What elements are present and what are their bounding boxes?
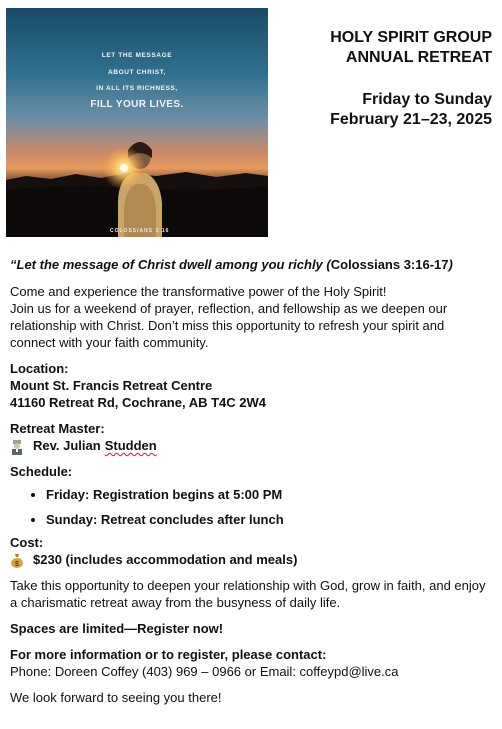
money-bag-icon	[10, 553, 26, 567]
schedule-list	[10, 486, 490, 528]
location-venue: Mount St. Francis Retreat Centre	[10, 378, 213, 393]
event-dates-line-2: February 21–23, 2025	[330, 111, 492, 128]
verse-reference: COLOSSIANS 3:16	[110, 228, 170, 234]
verse-line-3: IN ALL ITS RICHNESS,	[96, 85, 178, 92]
schedule-heading: Schedule:	[10, 464, 73, 479]
intro-line-1: Come and experience the transformative power of the Holy Spirit!	[10, 284, 387, 299]
quote-reference: Colossians 3:16-17	[330, 257, 449, 272]
farewell-line: We look forward to seeing you there!	[10, 690, 222, 705]
location-address: 41160 Retreat Rd, Cochrane, AB T4C 2W4	[10, 395, 266, 410]
retreat-master-row	[10, 437, 490, 454]
schedule-item-sunday: • Sunday: Retreat concludes after lunch	[46, 511, 490, 528]
event-title-line-1: HOLY SPIRIT GROUP	[330, 29, 492, 46]
schedule-item-friday: • Friday: Registration begins at 5:00 PM	[46, 486, 490, 503]
contact-line: Phone: Doreen Coffey (403) 969 – 0966 or Email: coffeypd@live.ca	[10, 664, 399, 679]
intro-paragraph: Join us for a weekend of prayer, reflection, and fellowship as we deepen our relationship with Christ. Don’t miss this opportunity to refresh your spirit and connect with your faith community.	[10, 301, 448, 350]
retreat-master-name-prefix: Rev. Julian	[33, 438, 101, 453]
contact-heading: For more information or to register, please contact:	[10, 647, 327, 662]
location-heading: Location:	[10, 361, 69, 376]
cost-row	[10, 551, 490, 568]
retreat-master-name-last: Studden	[104, 438, 157, 453]
hero-scene	[6, 8, 268, 237]
hero-image	[6, 8, 268, 237]
scripture-quote	[10, 256, 490, 273]
flyer-body	[10, 256, 490, 706]
event-title-line-2: ANNUAL RETREAT	[345, 49, 492, 66]
svg-text:$: $	[15, 560, 19, 568]
retreat-master-heading: Retreat Master:	[10, 421, 105, 436]
retreat-master-section	[10, 420, 490, 454]
closing-paragraph: Take this opportunity to deepen your relationship with God, grow in faith, and enjoy a charismatic retreat away from the busyness of daily life.	[10, 578, 486, 610]
verse-line-4: FILL YOUR LIVES.	[90, 99, 184, 110]
quote-text: “Let the message of Christ dwell among you richly (	[10, 257, 331, 272]
quote-close: )	[448, 257, 453, 272]
event-dates-line-1: Friday to Sunday	[362, 91, 492, 108]
cost-heading: Cost:	[10, 535, 44, 550]
cost-section	[10, 534, 490, 568]
verse-line-1: LET THE MESSAGE	[101, 52, 173, 59]
event-title-block	[330, 28, 492, 130]
schedule-section	[10, 463, 490, 528]
verse-line-2: ABOUT CHRIST,	[108, 69, 166, 76]
location-section	[10, 360, 490, 411]
cost-value: $230 (includes accommodation and meals)	[33, 552, 298, 567]
priest-emoji-icon	[10, 439, 26, 453]
call-to-action: Spaces are limited—Register now!	[10, 621, 224, 636]
